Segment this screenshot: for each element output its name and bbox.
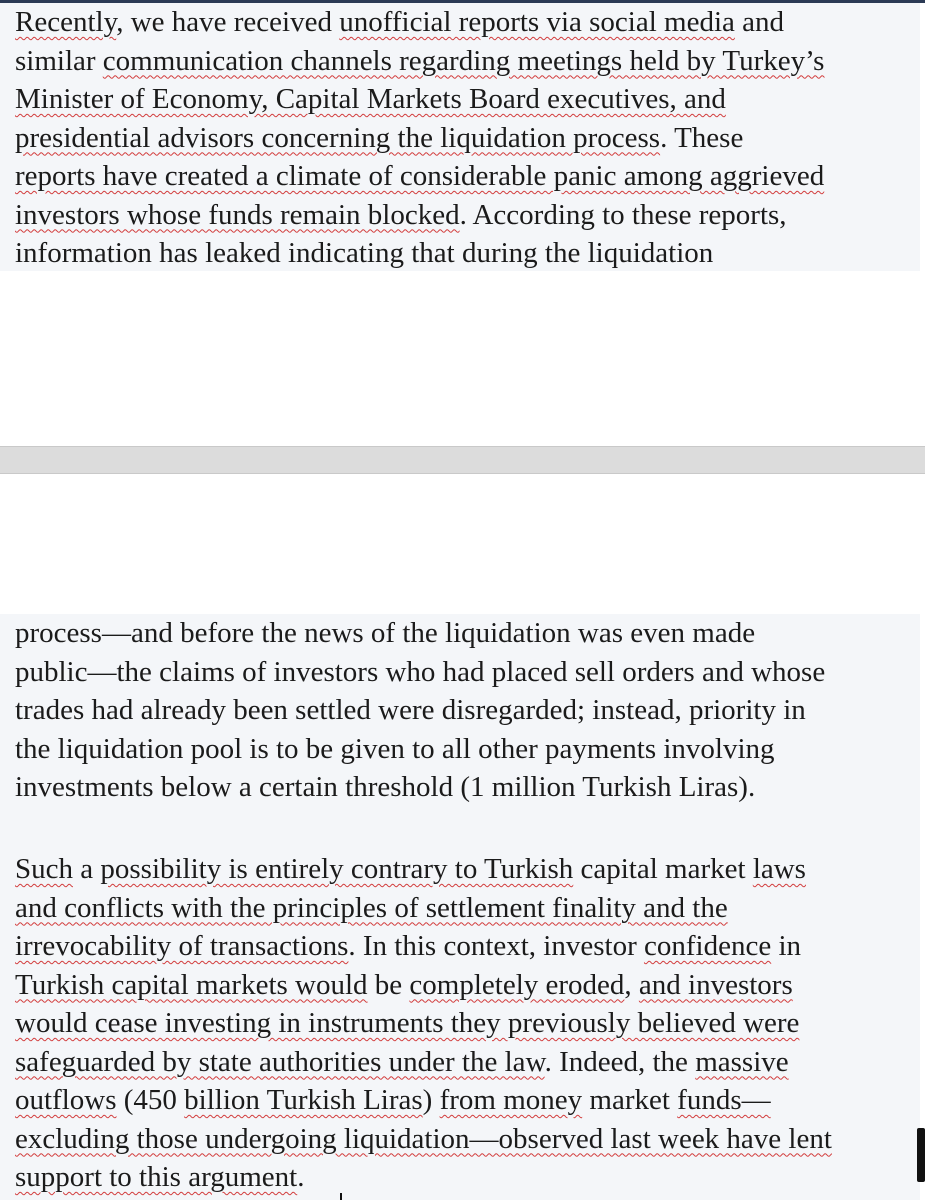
- text-line[interactable]: [15, 157, 824, 195]
- text-line[interactable]: [15, 927, 801, 965]
- text-selection-block-2[interactable]: [0, 614, 920, 1200]
- text-line[interactable]: [15, 234, 713, 272]
- text-line[interactable]: [15, 1081, 771, 1119]
- text-line[interactable]: [15, 966, 793, 1004]
- text-run: ,: [624, 968, 639, 1001]
- spell-flagged-text: funds—: [677, 1084, 771, 1116]
- text-line[interactable]: [15, 653, 825, 691]
- spell-flagged-text: presidential advisors concerning the liquidation process: [15, 121, 661, 154]
- text-line[interactable]: [15, 850, 806, 888]
- text-run: similar: [15, 44, 103, 77]
- spell-flagged-text: from money: [439, 1084, 583, 1116]
- text-run: capital market: [573, 853, 753, 885]
- spell-flagged-text: safeguarded by state authorities under the law: [15, 1045, 545, 1078]
- text-run: a: [73, 853, 101, 885]
- text-run: , we have received: [116, 6, 340, 38]
- text-run: investments below a certain threshold (1 million Turkish Liras).: [15, 771, 756, 803]
- text-cursor: [340, 1193, 342, 1200]
- text-run: .: [297, 1161, 305, 1193]
- spell-flagged-text: massive: [695, 1045, 789, 1078]
- text-run: (450: [116, 1084, 185, 1116]
- text-run: process—and before the news of the liquidation was even made: [15, 617, 756, 649]
- text-line[interactable]: [15, 1158, 304, 1196]
- document-page-1: [0, 3, 925, 446]
- text-line[interactable]: [15, 1120, 832, 1158]
- text-line[interactable]: [15, 42, 824, 80]
- text-run: . Indeed, the: [544, 1045, 696, 1078]
- text-run: be: [367, 968, 410, 1001]
- spell-flagged-text: communication channels regarding meetings held by Turkey’s: [102, 44, 825, 77]
- spell-flagged-text: Turkish capital markets would: [15, 968, 368, 1001]
- spell-flagged-text: billion Turkish Liras: [184, 1084, 423, 1116]
- spell-flagged-text: reports have created a climate of considerable panic among aggrieved: [15, 160, 825, 192]
- spell-flagged-text: possibility is entirely contrary to Turkish: [100, 853, 574, 885]
- spell-flagged-text: laws: [752, 853, 806, 885]
- text-run: and: [734, 6, 785, 38]
- text-run: market: [582, 1084, 678, 1116]
- text-selection-block-1[interactable]: [0, 3, 920, 271]
- scrollbar-thumb[interactable]: [917, 1128, 925, 1182]
- text-run: . These: [660, 121, 744, 154]
- spell-flagged-text: and conflicts with the principles of settlement finality and the: [15, 891, 728, 924]
- text-line[interactable]: [15, 196, 787, 234]
- text-line[interactable]: [15, 3, 784, 41]
- text-line[interactable]: [15, 614, 755, 652]
- text-line[interactable]: [15, 80, 726, 118]
- spell-flagged-text: outflows: [15, 1084, 117, 1116]
- spell-flagged-text: confidence: [643, 930, 772, 962]
- spell-flagged-text: unofficial reports via social media: [339, 6, 735, 38]
- spell-flagged-text: would cease investing in instruments they previously believed were: [15, 1007, 800, 1039]
- text-run: ): [422, 1084, 440, 1116]
- text-line[interactable]: [15, 889, 728, 927]
- spell-flagged-text: Minister of Economy, Capital Markets Board executives, and: [15, 83, 726, 115]
- text-run: the liquidation pool is to be given to all other payments involving: [15, 732, 775, 765]
- text-run: information has leaked indicating that during the liquidation: [15, 237, 714, 269]
- page-break-gap: [0, 446, 925, 474]
- text-line[interactable]: [15, 730, 775, 768]
- text-run: . According to these reports,: [459, 198, 787, 231]
- spell-flagged-text: excluding those undergoing liquidation—observed last week have lent: [15, 1122, 832, 1155]
- spell-flagged-text: support to this argument: [15, 1161, 298, 1193]
- text-line[interactable]: [15, 691, 806, 729]
- text-run: trades had already been settled were disregarded; instead, priority in: [15, 694, 806, 726]
- spell-flagged-text: irrevocability of transactions: [15, 930, 349, 962]
- text-run: in: [771, 930, 801, 962]
- spell-flagged-text: investors whose funds remain blocked: [15, 198, 460, 231]
- spell-flagged-text: completely eroded: [409, 968, 625, 1001]
- text-line[interactable]: [15, 1004, 799, 1042]
- text-line[interactable]: [15, 1043, 789, 1081]
- spell-flagged-text: and investors: [638, 968, 793, 1001]
- text-line[interactable]: [15, 119, 743, 157]
- text-run: . In this context, investor: [348, 930, 644, 962]
- document-page-2: [0, 474, 925, 1200]
- text-line[interactable]: [15, 768, 755, 806]
- spell-flagged-text: Such: [15, 853, 73, 885]
- text-run: public—the claims of investors who had placed sell orders and whose: [15, 655, 826, 688]
- spell-flagged-text: Recently: [15, 6, 117, 38]
